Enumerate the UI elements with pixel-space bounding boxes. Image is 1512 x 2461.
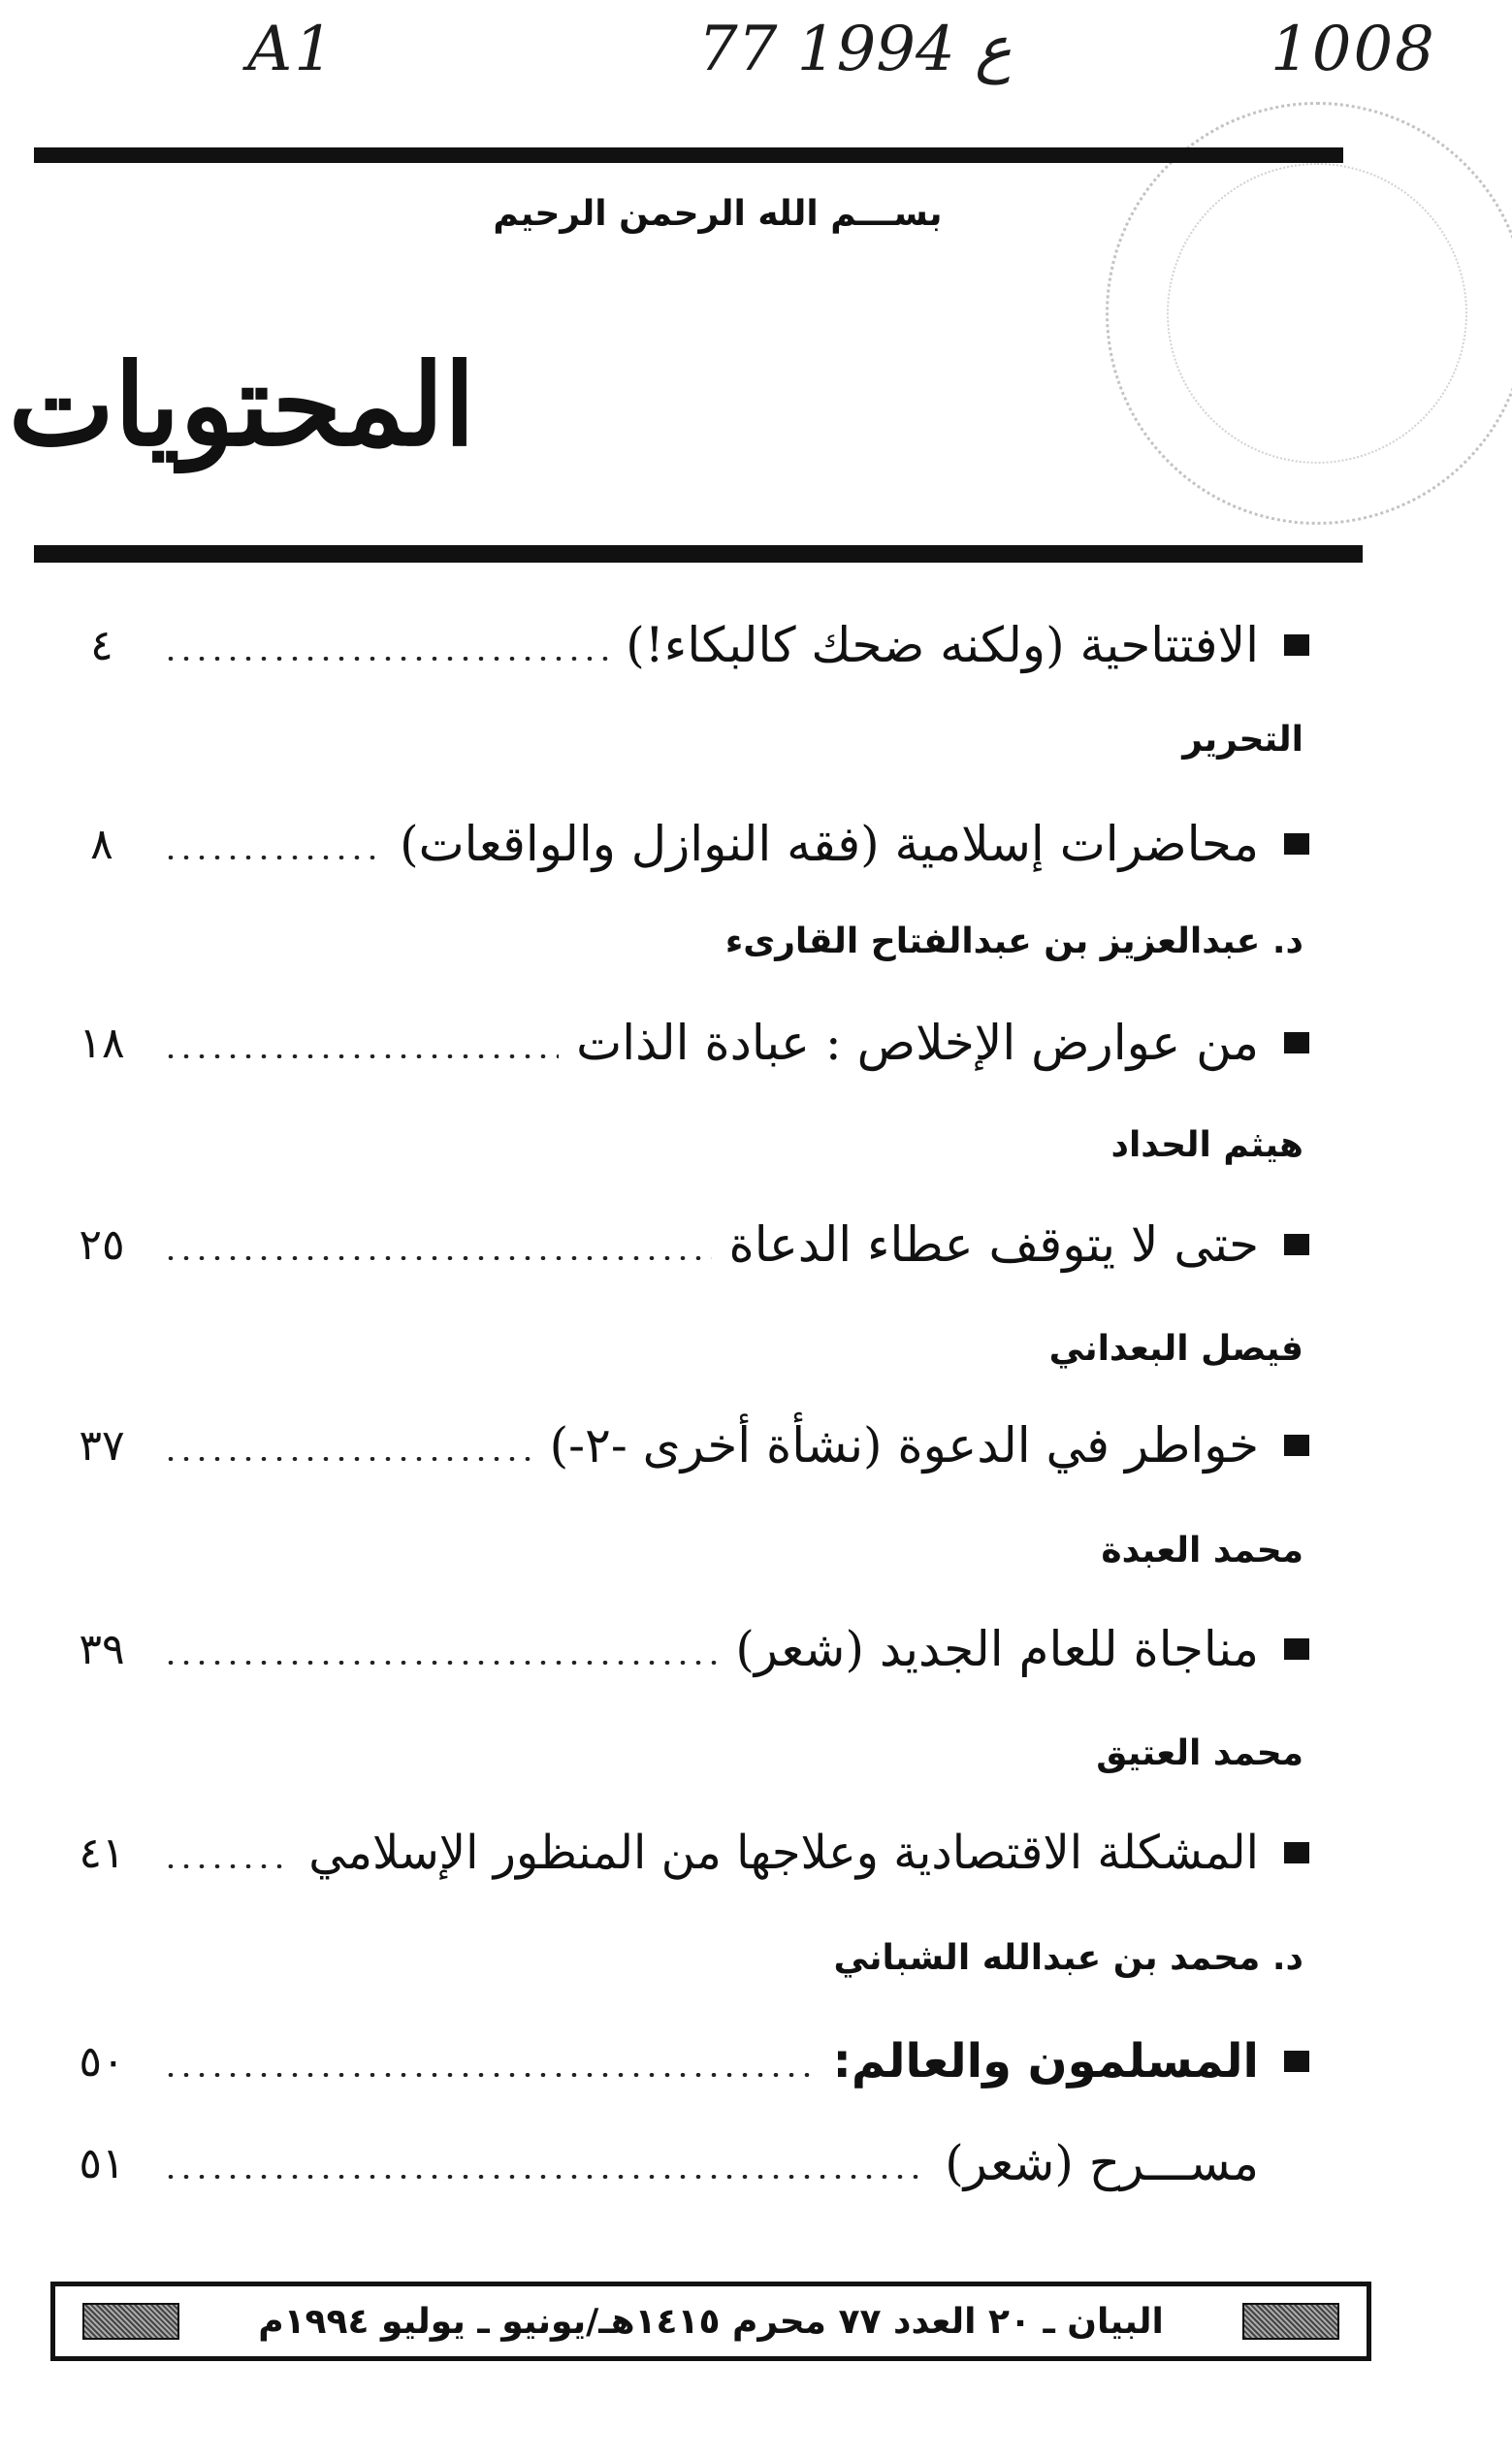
toc-page-number: ٨	[90, 819, 113, 869]
handwritten-number-right: 1008	[1271, 14, 1436, 85]
toc-entry[interactable]	[58, 1201, 1309, 1288]
toc-page-number: ٥٠	[79, 2036, 125, 2087]
dot-leader	[163, 856, 382, 859]
handwritten-code-left: A1	[247, 14, 336, 85]
toc-page-number: ٤١	[79, 1828, 125, 1878]
issue-footer	[50, 2282, 1371, 2361]
toc-author: د. عبدالعزيز بن عبدالفتاح القارىء	[724, 922, 1303, 961]
square-bullet-icon	[1284, 833, 1309, 855]
dot-leader	[163, 2073, 816, 2077]
square-bullet-icon	[1284, 634, 1309, 656]
toc-title: مســـرح (شعر)	[945, 2135, 1259, 2191]
toc-entry[interactable]	[58, 800, 1309, 888]
toc-author: محمد العبدة	[1101, 1531, 1303, 1571]
shaded-block-icon	[1242, 2303, 1339, 2340]
dot-leader	[163, 1457, 532, 1461]
toc-entry[interactable]	[58, 1605, 1309, 1693]
issue-info: البيان ـ ٢٠ العدد ٧٧ محرم ١٤١٥هـ/يونيو ـ يوليو ١٩٩٤م	[258, 2301, 1164, 2342]
square-bullet-icon	[1284, 1032, 1309, 1053]
toc-entry[interactable]	[58, 2120, 1309, 2207]
toc-title: محاضرات إسلامية (فقه النوازل والواقعات)	[400, 816, 1259, 872]
toc-page-number: ٤	[90, 620, 113, 670]
toc-page-number: ٥١	[79, 2138, 125, 2188]
toc-title: خواطر في الدعوة (نشأة أخرى -٢-)	[549, 1417, 1259, 1473]
toc-entry[interactable]	[58, 2018, 1309, 2105]
square-bullet-icon	[1284, 1638, 1309, 1660]
basmala: بســـم الله الرحمن الرحيم	[493, 194, 943, 234]
dot-leader	[163, 1661, 718, 1665]
toc-page-number: ١٨	[79, 1018, 125, 1068]
library-stamp	[1106, 102, 1512, 525]
toc-page-number: ٢٥	[79, 1219, 125, 1270]
toc-author: هيثم الحداد	[1110, 1125, 1303, 1165]
toc-page-number: ٣٧	[79, 1420, 125, 1471]
square-bullet-icon	[1284, 2051, 1309, 2072]
shaded-block-icon	[82, 2303, 179, 2340]
dot-leader	[163, 657, 608, 661]
toc-title: الافتتاحية (ولكنه ضحك كالبكاء!)	[626, 617, 1259, 673]
dot-leader	[163, 2175, 927, 2179]
toc-entry[interactable]	[58, 1402, 1309, 1489]
top-rule	[34, 147, 1343, 163]
page-title: المحتويات	[8, 340, 475, 471]
title-rule	[34, 545, 1363, 563]
toc-title: المشكلة الاقتصادية وعلاجها من المنظور الإسلامي	[308, 1826, 1259, 1880]
dot-leader	[163, 1864, 291, 1868]
toc-author: د. محمد بن عبدالله الشباني	[833, 1938, 1303, 1978]
toc-title: من عوارض الإخلاص : عبادة الذات	[576, 1015, 1259, 1071]
square-bullet-icon	[1284, 1234, 1309, 1255]
toc-author: محمد العتيق	[1096, 1733, 1303, 1773]
square-bullet-icon	[1284, 1435, 1309, 1456]
toc-author: التحرير	[1182, 720, 1303, 760]
toc-entry[interactable]	[58, 1809, 1309, 1896]
toc-section-title: المسلمون والعالم:	[832, 2034, 1259, 2089]
toc-page-number: ٣٩	[79, 1624, 125, 1674]
square-bullet-icon	[1284, 1842, 1309, 1863]
toc-entry[interactable]	[58, 601, 1309, 689]
toc-title: حتى لا يتوقف عطاء الدعاة	[728, 1216, 1259, 1273]
toc-author: فيصل البعداني	[1048, 1329, 1303, 1369]
toc-title: مناجاة للعام الجديد (شعر)	[735, 1621, 1259, 1677]
dot-leader	[163, 1054, 559, 1058]
toc-entry[interactable]	[58, 999, 1309, 1086]
dot-leader	[163, 1256, 712, 1260]
handwritten-issue-note: 77 ع 1994	[698, 14, 1013, 85]
